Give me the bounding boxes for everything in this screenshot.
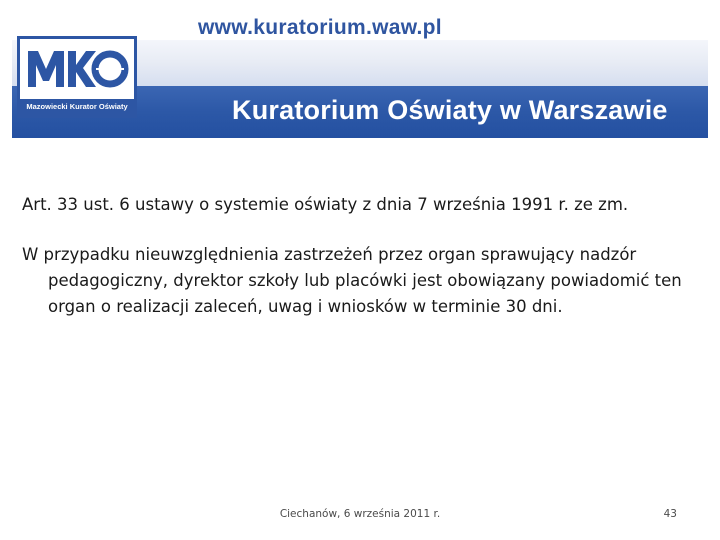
logo-caption: Mazowiecki Kurator Oświaty [20, 99, 134, 115]
website-url: www.kuratorium.waw.pl [198, 16, 442, 39]
legal-reference: Art. 33 ust. 6 ustawy o systemie oświaty z dnia 7 września 1991 r. ze zm. [22, 195, 629, 214]
mko-logo-mark [24, 43, 130, 93]
header-banner [12, 6, 708, 138]
footer-location-date: Ciechanów, 6 września 2011 r. [279, 508, 441, 520]
organization-title: Kuratorium Oświaty w Warszawie [232, 95, 668, 125]
mko-logo [17, 36, 137, 118]
regulation-text: W przypadku nieuwzględnienia zastrzeżeń przez organ sprawujący nadzór pedagogiczny, dyrektor szkoły lub placówki jest obowiązany powiadomić ten organ o realizacji zaleceń, uwag i wniosków w terminie 30 dni. [22, 245, 682, 316]
footer-page-number: 43 [663, 508, 677, 520]
slide-content [22, 192, 702, 320]
